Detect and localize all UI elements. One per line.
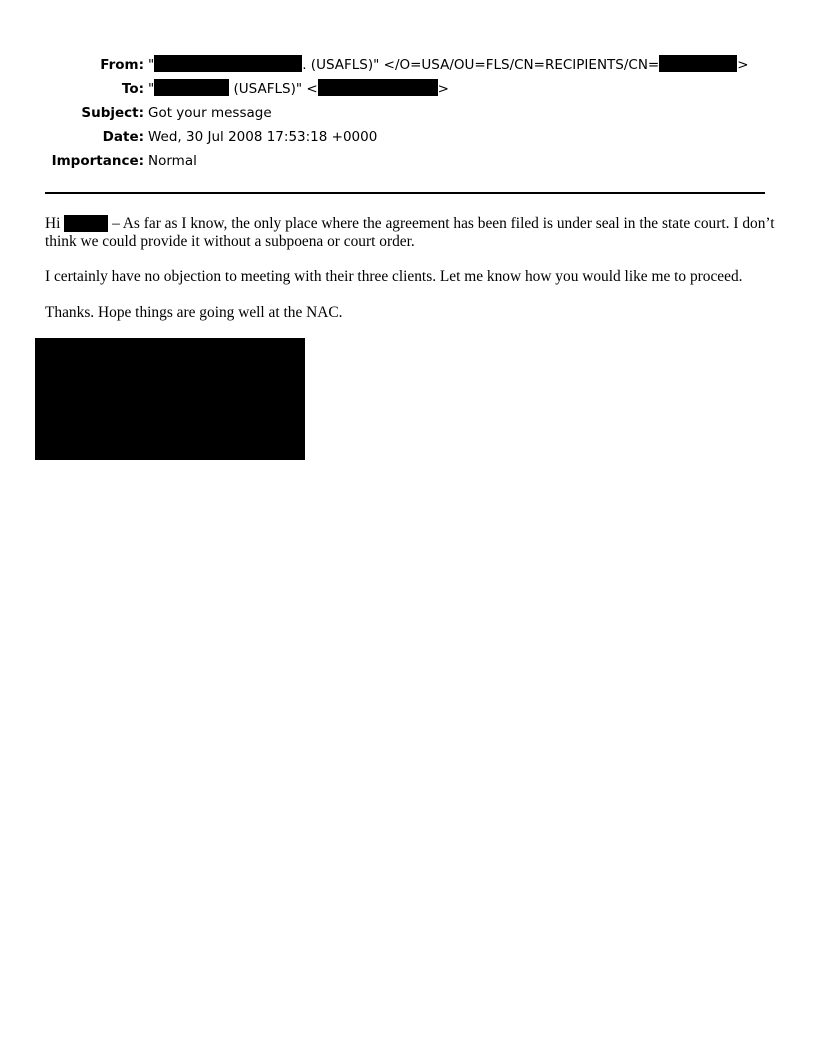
- to-value: [148, 77, 449, 101]
- subject-label: Subject:: [81, 105, 144, 121]
- from-value: [148, 53, 749, 77]
- from-prefix: ": [148, 57, 155, 73]
- header-divider: [45, 192, 765, 194]
- date-row: [0, 125, 816, 149]
- importance-label: Importance:: [51, 153, 144, 169]
- redaction-block: [659, 55, 737, 72]
- body-paragraph: Thanks. Hope things are going well at the NAC.: [45, 303, 343, 321]
- from-middle: . (USAFLS)" </O=USA/OU=FLS/CN=RECIPIENTS/CN=: [302, 57, 660, 73]
- to-prefix: ": [148, 81, 155, 97]
- redaction-block: [154, 55, 302, 72]
- to-row: [0, 77, 816, 101]
- body-paragraph: I certainly have no objection to meeting with their three clients. Let me know how you would like me to proceed.: [45, 268, 743, 285]
- importance-value: Normal: [148, 153, 197, 169]
- importance-row: [0, 149, 816, 173]
- email-header: [0, 53, 816, 173]
- body-paragraph: [45, 215, 780, 250]
- to-suffix: >: [437, 81, 449, 97]
- from-suffix: >: [737, 57, 749, 73]
- to-label: To:: [121, 81, 144, 97]
- subject-value: Got your message: [148, 105, 272, 121]
- greeting-text: Hi: [45, 215, 65, 232]
- from-row: [0, 53, 816, 77]
- from-label: From:: [100, 57, 144, 73]
- date-value: Wed, 30 Jul 2008 17:53:18 +0000: [148, 129, 378, 145]
- date-label: Date:: [102, 129, 144, 145]
- subject-row: [0, 101, 816, 125]
- paragraph-text: – As far as I know, the only place where the agreement has been filed is under seal in the state court. I don’t think we could provide it without a subpoena or court order.: [45, 215, 775, 250]
- to-middle: (USAFLS)" <: [229, 81, 318, 97]
- redaction-block: [318, 79, 438, 96]
- redaction-block: [64, 215, 108, 232]
- redaction-block: [154, 79, 229, 96]
- email-body: [45, 215, 780, 339]
- signature-redaction-block: [35, 338, 305, 460]
